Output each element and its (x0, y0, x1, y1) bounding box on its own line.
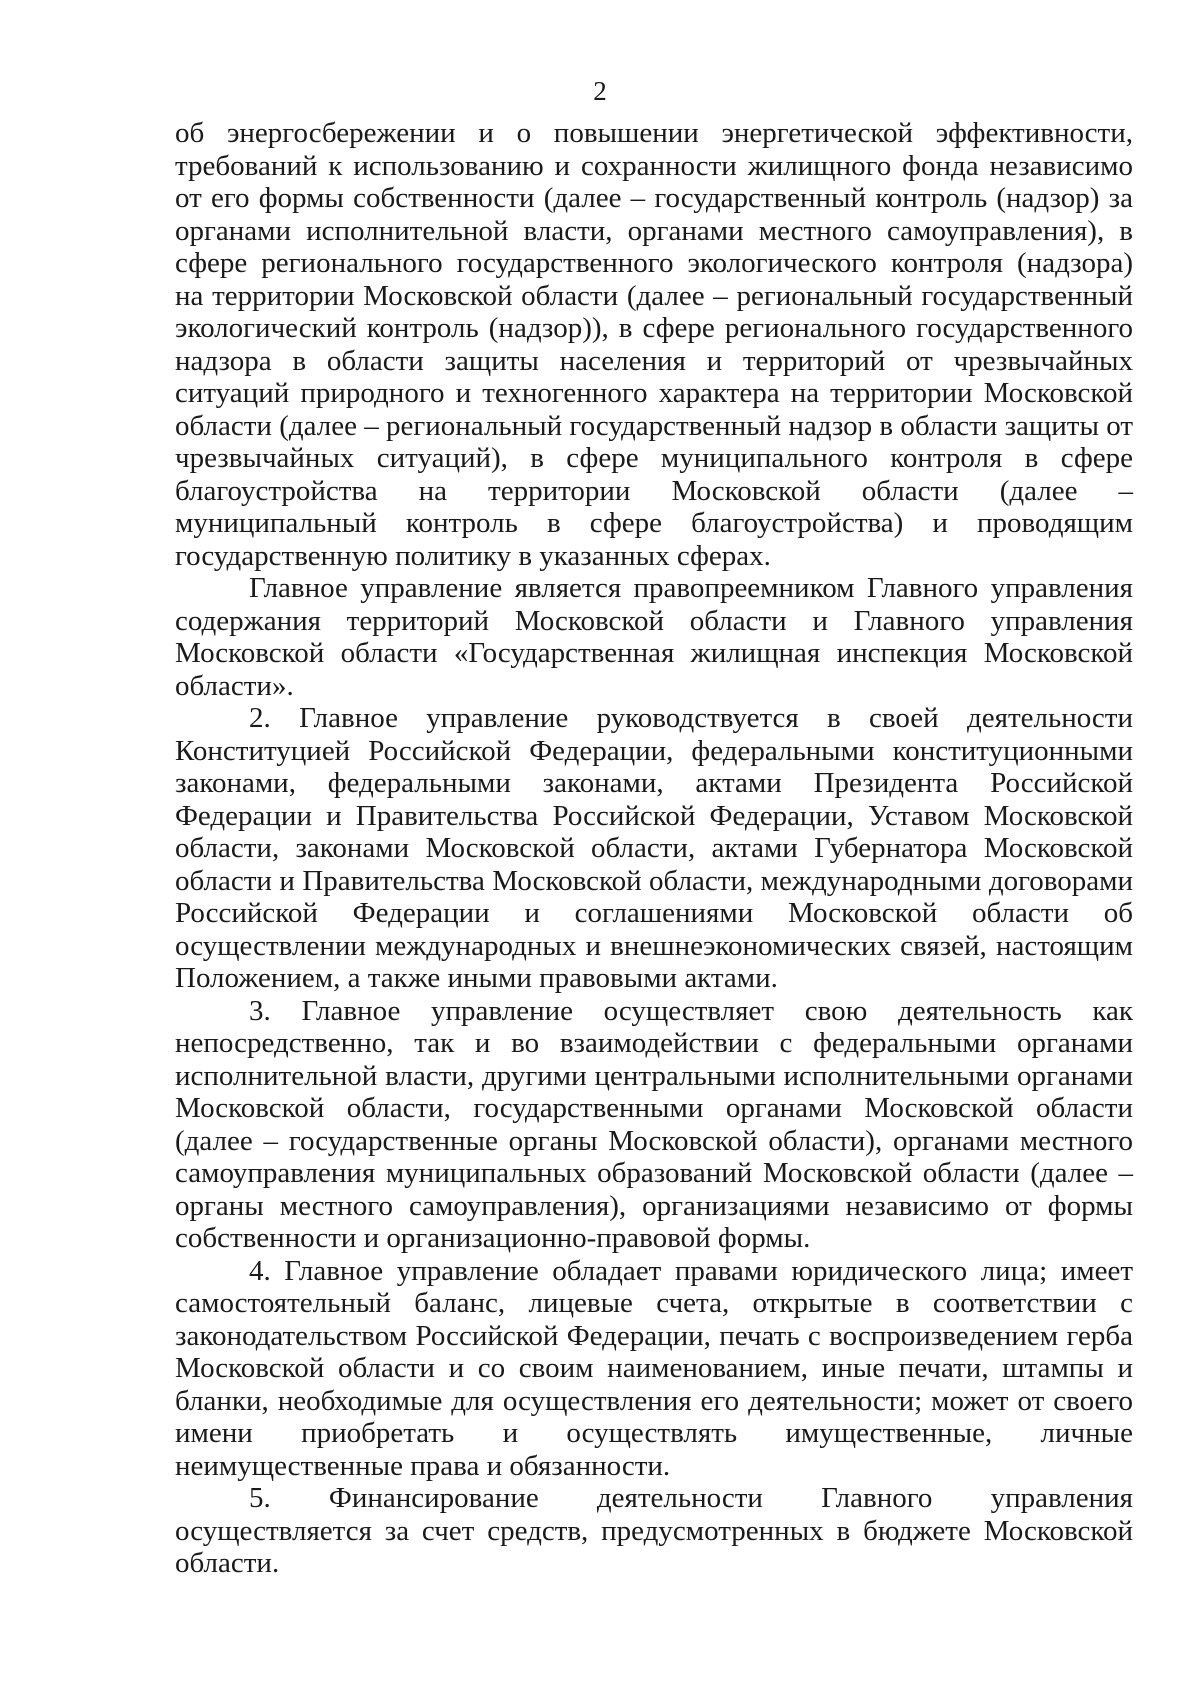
paragraph-2: 2. Главное управление руководствуется в своей деятельности Конституцией Российской Федерации, федеральными конституционными законами, федеральными законами, актами Президента Российской Федерации и Правительства Российской Федерации, Уставом Московской области, законами Московской области, актами Губернатора Московской области и Правительства Московской области, международными договорами Российской Федерации и соглашениями Московской области об осуществлении международных и внешнеэкономических связей, настоящим Положением, а также иными правовыми актами. (175, 702, 1133, 994)
paragraph-successor: Главное управление является правопреемником Главного управления содержания территорий Московской области и Главного управления Московской области «Государственная жилищная инспекция Московской области». (175, 572, 1133, 702)
paragraph-3: 3. Главное управление осуществляет свою деятельность как непосредственно, так и во взаимодействии с федеральными органами исполнительной власти, другими центральными исполнительными органами Московской области, государственными органами Московской области (далее – государственные органы Московской области), органами местного самоуправления муниципальных образований Московской области (далее – органы местного самоуправления), организациями независимо от формы собственности и организационно-правовой формы. (175, 994, 1133, 1254)
paragraph-5: 5. Финансирование деятельности Главного управления осуществляется за счет средств, предусмотренных в бюджете Московской области. (175, 1482, 1133, 1579)
paragraph-4: 4. Главное управление обладает правами юридического лица; имеет самостоятельный баланс, лицевые счета, открытые в соответствии с законодательством Российской Федерации, печать с воспроизведением герба Московской области и со своим наименованием, иные печати, штампы и бланки, необходимые для осуществления его деятельности; может от своего имени приобретать и осуществлять имущественные, личные неимущественные права и обязанности. (175, 1254, 1133, 1482)
paragraph-continuation: об энергосбережении и о повышении энергетической эффективности, требований к использованию и сохранности жилищного фонда независимо от его формы собственности (далее – государственный контроль (надзор) за органами исполнительной власти, органами местного самоуправления), в сфере регионального государственного экологического контроля (надзора) на территории Московской области (далее – региональный государственный экологический контроль (надзор)), в сфере регионального государственного надзора в области защиты населения и территорий от чрезвычайных ситуаций природного и техногенного характера на территории Московской области (далее – региональный государственный надзор в области защиты от чрезвычайных ситуаций), в сфере муниципального контроля в сфере благоустройства на территории Московской области (далее – муниципальный контроль в сфере благоустройства) и проводящим государственную политику в указанных сферах. (175, 117, 1133, 572)
document-body (175, 117, 1133, 1580)
page-number: 2 (593, 76, 607, 106)
